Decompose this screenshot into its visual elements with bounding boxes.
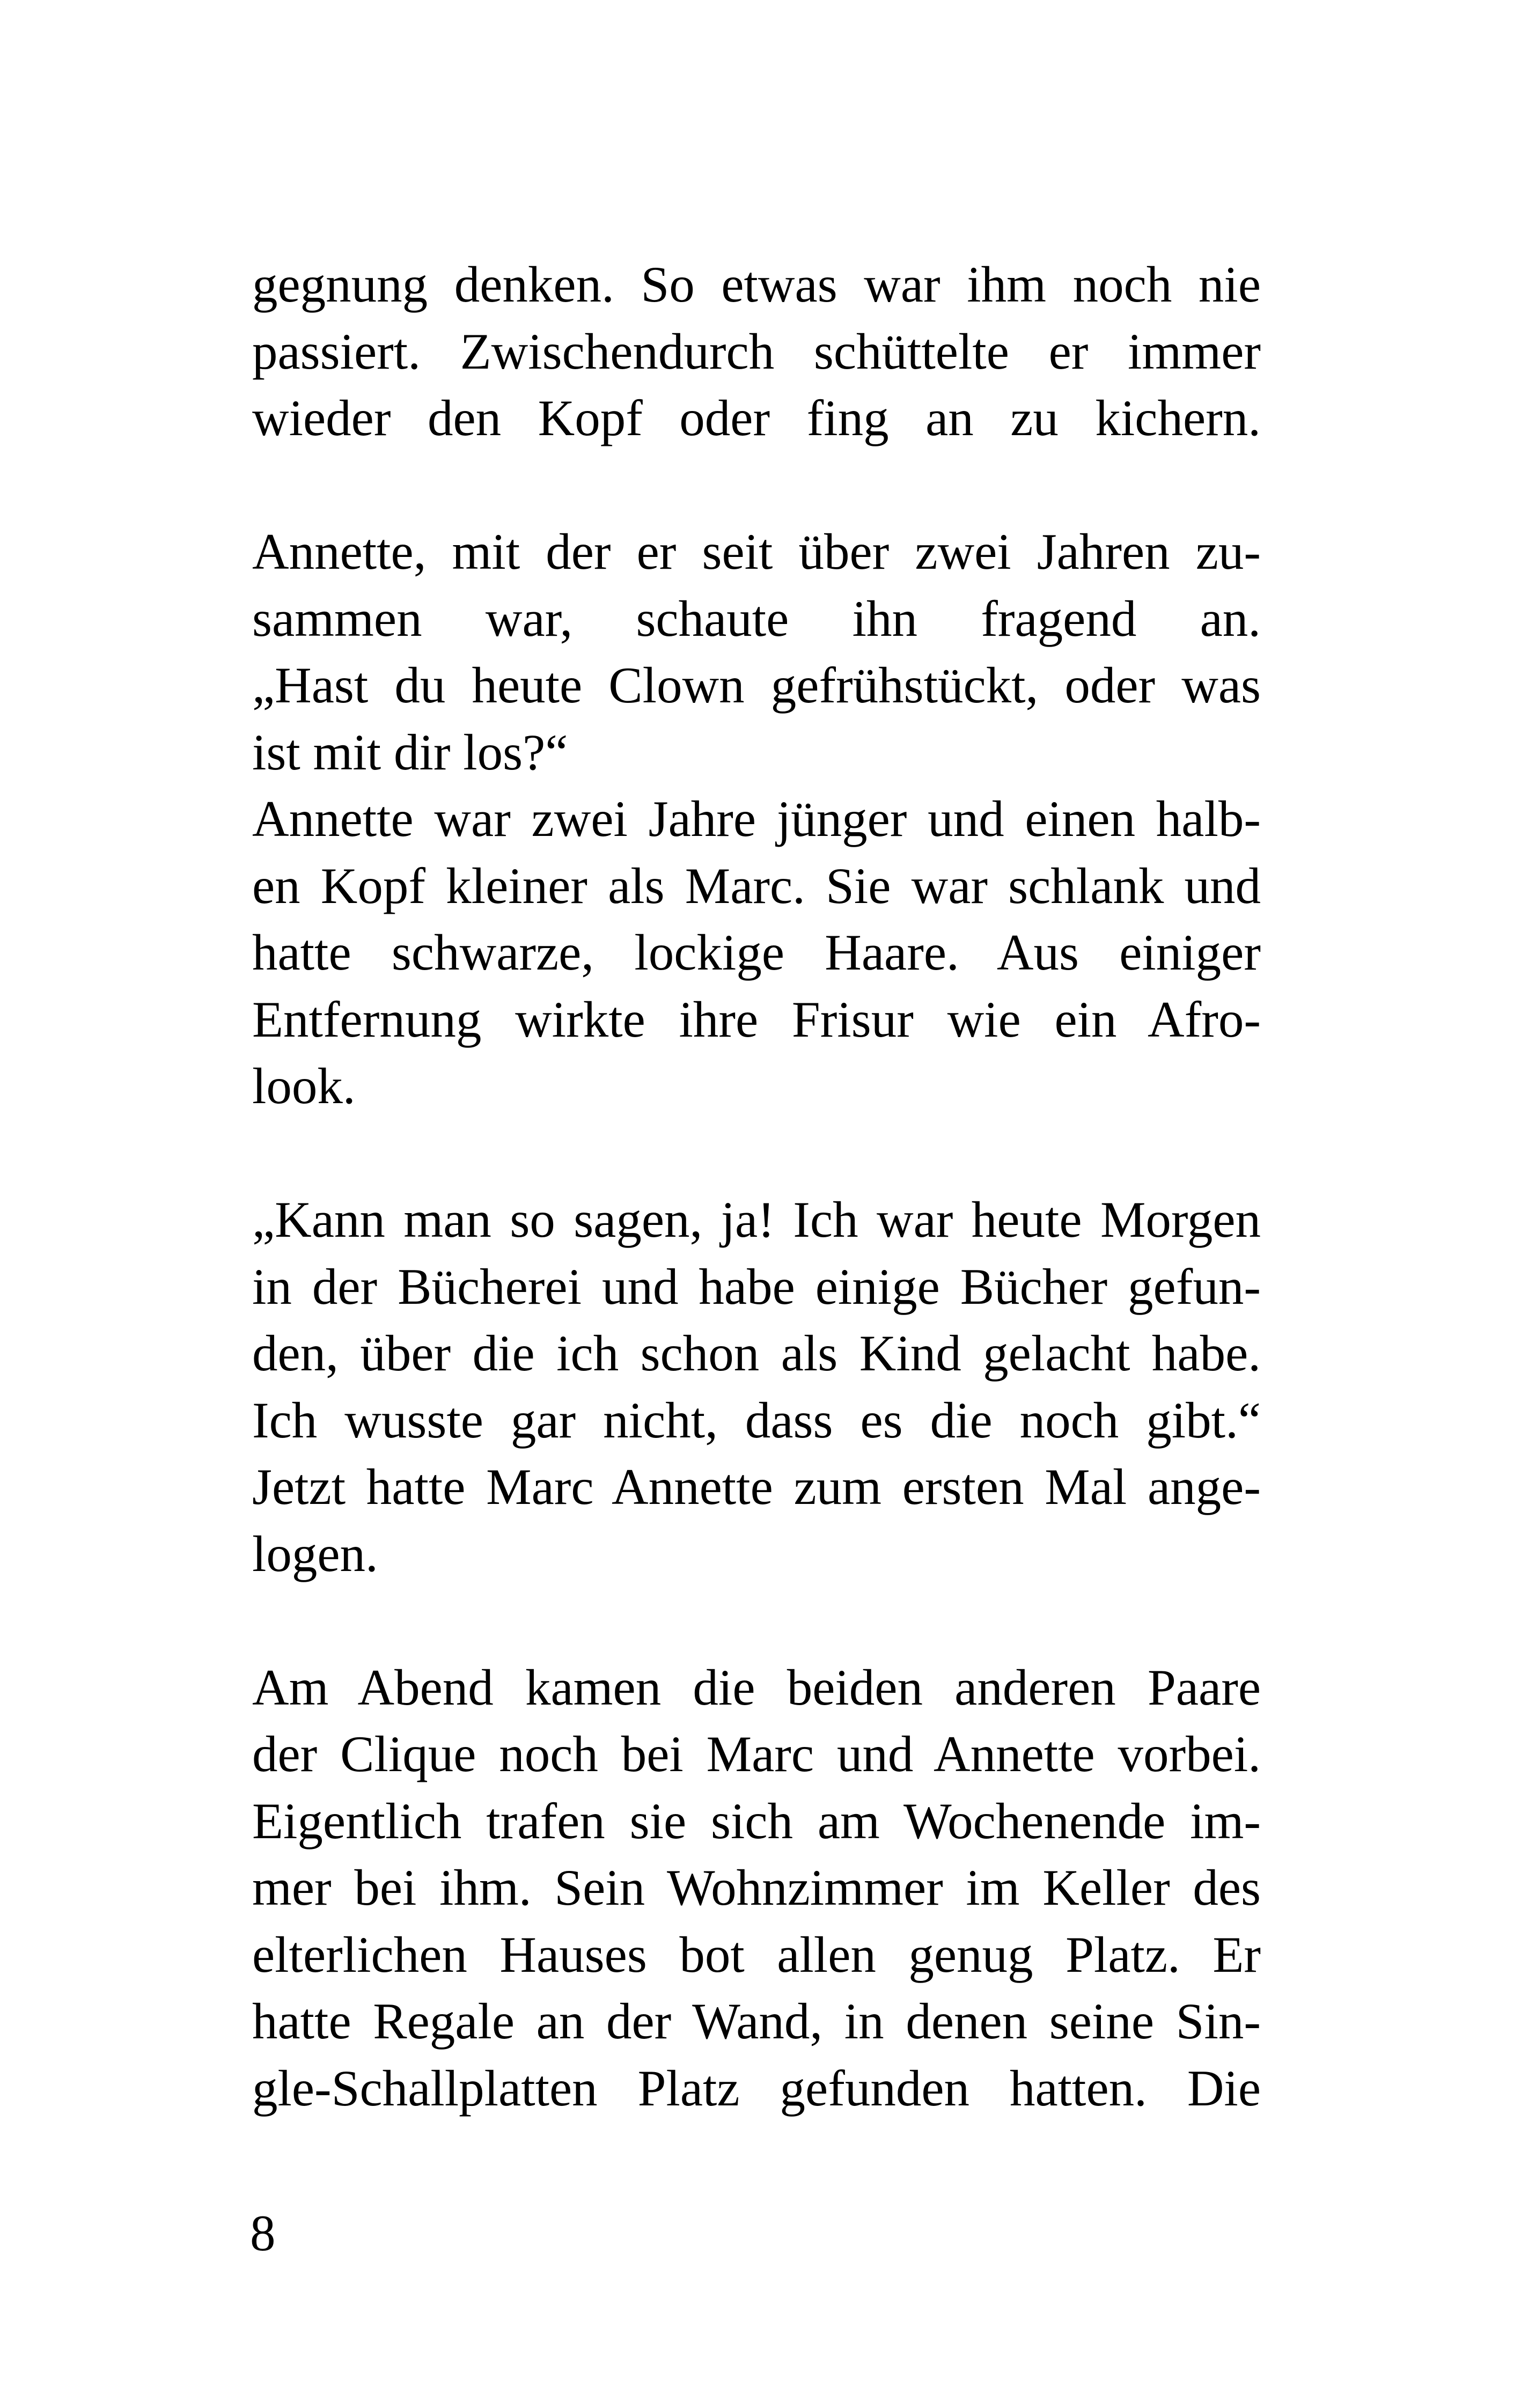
- text-line: hatte Regale an der Wand, in denen seine Sin-: [252, 1993, 1261, 2050]
- text-line: in der Bücherei und habe einige Bücher gefun-: [252, 1258, 1261, 1315]
- text-line: passiert. Zwischendurch schüttelte er immer: [252, 322, 1261, 380]
- text-line: en Kopf kleiner als Marc. Sie war schlank und: [252, 857, 1261, 914]
- text-line: der Clique noch bei Marc und Annette vorbei.: [252, 1726, 1261, 1782]
- text-line: Entfernung wirkte ihre Frisur wie ein Afro-: [252, 990, 1261, 1048]
- paragraph-gap: [252, 1120, 1261, 1187]
- text-line: Ich wusste gar nicht, dass es die noch gibt.“: [252, 1391, 1261, 1449]
- text-line: sammen war, schaute ihn fragend an.: [252, 590, 1261, 647]
- text-line: den, über die ich schon als Kind gelacht habe.: [252, 1325, 1261, 1382]
- text-line: mer bei ihm. Sein Wohnzimmer im Keller des: [252, 1859, 1261, 1916]
- paragraph-gap: [252, 1587, 1261, 1654]
- text-line: Eigentlich trafen sie sich am Wochenende im-: [252, 1792, 1261, 1849]
- text-line: gle-Schallplatten Platz gefunden hatten. Die: [252, 2059, 1261, 2117]
- text-line: elterlichen Hauses bot allen genug Platz. Er: [252, 1926, 1261, 1983]
- text-line: Annette, mit der er seit über zwei Jahren zu-: [252, 523, 1261, 580]
- text-line: logen.: [252, 1525, 378, 1582]
- text-line: gegnung denken. So etwas war ihm noch nie: [252, 256, 1261, 313]
- text-line: Annette war zwei Jahre jünger und einen halb-: [252, 790, 1261, 847]
- paragraph-gap: [252, 452, 1261, 519]
- text-line: ist mit dir los?“: [252, 723, 568, 781]
- text-line: „Kann man so sagen, ja! Ich war heute Morgen: [252, 1191, 1261, 1248]
- text-line: Jetzt hatte Marc Annette zum ersten Mal ange-: [252, 1458, 1261, 1515]
- page-number: 8: [250, 2205, 276, 2262]
- body-text: [252, 251, 1261, 2121]
- text-line: Am Abend kamen die beiden anderen Paare: [252, 1658, 1261, 1716]
- text-line: „Hast du heute Clown gefrühstückt, oder was: [252, 657, 1261, 714]
- text-line: hatte schwarze, lockige Haare. Aus einiger: [252, 924, 1261, 981]
- text-line: wieder den Kopf oder fing an zu kichern.: [252, 390, 1261, 446]
- text-line: look.: [252, 1058, 356, 1114]
